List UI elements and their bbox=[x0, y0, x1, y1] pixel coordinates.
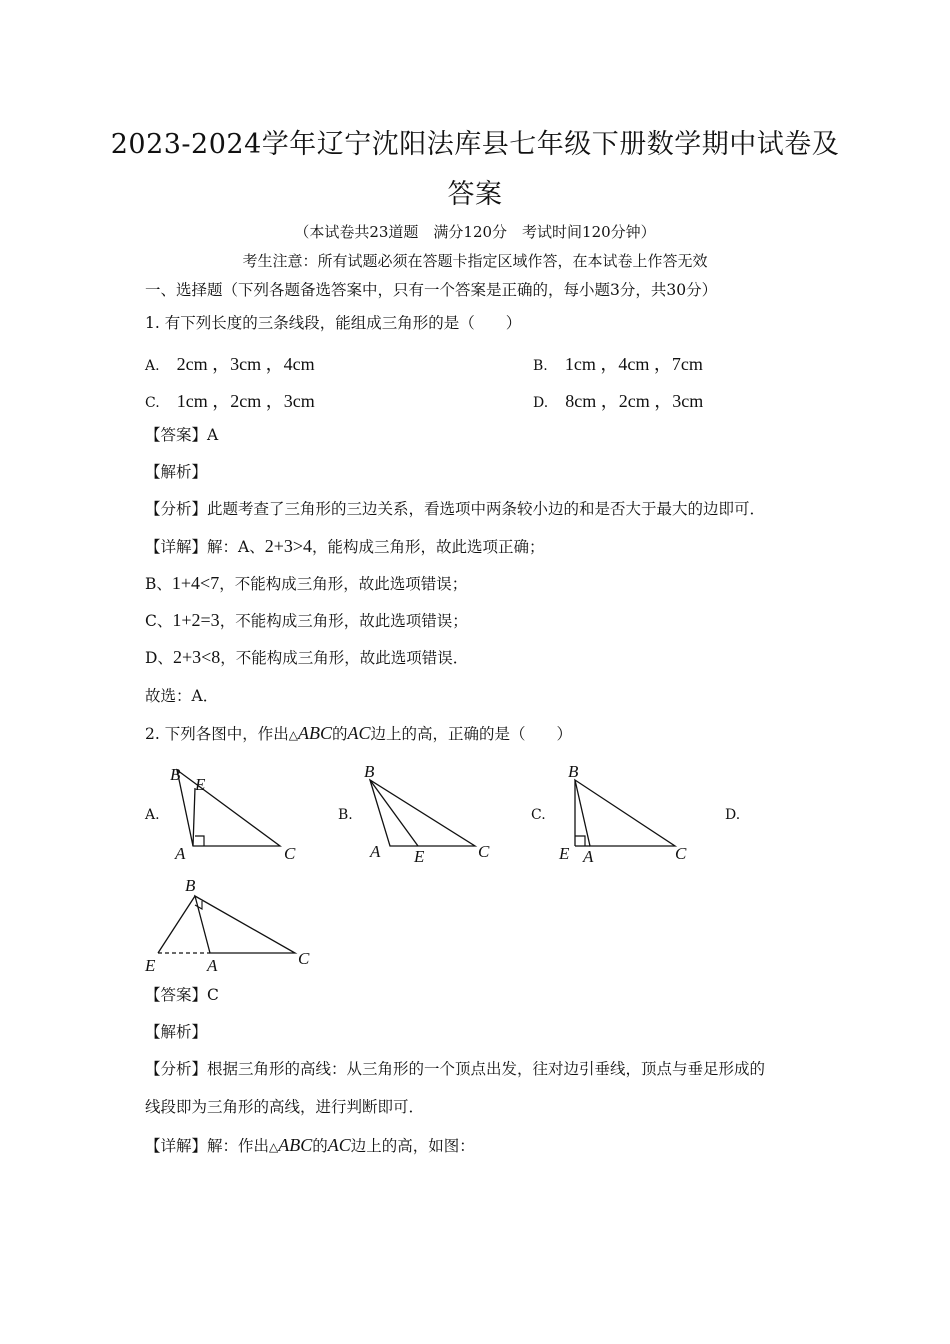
point-label-b: B bbox=[568, 762, 579, 781]
detail-rest: ，不能构成三角形，故此选项错误． bbox=[220, 649, 469, 667]
q2-option-d-label: D. bbox=[725, 807, 741, 823]
point-label-b: B bbox=[170, 765, 181, 784]
q2-stem bbox=[145, 723, 572, 745]
figure-c bbox=[555, 760, 705, 870]
q2-analysis-line2: 线段即为三角形的高线，进行判断即可． bbox=[145, 1098, 425, 1116]
q2-analysis-head: 【解析】 bbox=[145, 1023, 208, 1041]
right-angle-mark bbox=[195, 836, 204, 846]
q2-option-c-label: C. bbox=[531, 807, 546, 823]
point-label-e: E bbox=[559, 844, 570, 863]
q2-analysis-line1: 【分析】根据三角形的高线：从三角形的一个顶点出发，往对边引垂线，顶点与垂足形成的 bbox=[145, 1060, 766, 1078]
point-label-c: C bbox=[284, 844, 296, 863]
height-line bbox=[158, 896, 195, 953]
option-text: 8cm ，2cm ，3cm bbox=[565, 391, 704, 411]
point-label-e: E bbox=[414, 847, 425, 866]
option-label: B. bbox=[533, 358, 548, 374]
point-label-e: E bbox=[145, 956, 156, 975]
detail-text: 边上的高，如图： bbox=[350, 1137, 475, 1155]
triangle bbox=[575, 780, 675, 846]
q1-option-d bbox=[533, 387, 703, 413]
q2-detail bbox=[145, 1135, 475, 1157]
point-label-c: C bbox=[675, 844, 687, 863]
triangle-symbol: △ bbox=[269, 1140, 279, 1154]
option-label: C. bbox=[145, 395, 160, 411]
figure-b bbox=[360, 760, 510, 870]
exam-notice: 考生注意：所有试题必须在答题卡指定区域作答，在本试卷上作答无效 bbox=[242, 252, 708, 270]
detail-head: C、 bbox=[145, 612, 173, 630]
q1-stem: 1. 有下列长度的三条线段，能组成三角形的是（ ） bbox=[145, 314, 522, 332]
figure-a bbox=[160, 760, 310, 870]
section-heading: 一、选择题（下列各题备选答案中，只有一个答案是正确的，每小题3分，共30分） bbox=[145, 281, 718, 299]
detail-rest: ，能构成三角形，故此选项正确； bbox=[312, 538, 545, 556]
point-label-a: A bbox=[175, 844, 186, 863]
detail-text: 【详解】解：作出 bbox=[145, 1137, 270, 1155]
q1-detail-d bbox=[145, 647, 468, 668]
stem-ac: AC bbox=[347, 723, 371, 743]
figure-d bbox=[140, 874, 325, 979]
detail-text: 的 bbox=[312, 1137, 328, 1155]
q1-detail-c bbox=[145, 610, 468, 631]
option-text: 2cm ，3cm ，4cm bbox=[176, 354, 315, 374]
q1-analysis-head: 【解析】 bbox=[145, 463, 208, 481]
detail-math: 2+3>4 bbox=[264, 536, 313, 556]
option-text: 1cm ，4cm ，7cm bbox=[564, 354, 703, 374]
q1-detail-a bbox=[145, 536, 545, 557]
point-label-c: C bbox=[478, 842, 490, 861]
option-text: 1cm ，2cm ，3cm bbox=[176, 391, 315, 411]
exam-info: （本试卷共23道题 满分120分 考试时间120分钟） bbox=[294, 223, 656, 241]
triangle bbox=[195, 896, 295, 953]
stem-abc: ABC bbox=[297, 723, 332, 743]
stem-text: 2. 下列各图中，作出 bbox=[145, 725, 289, 743]
point-label-c: C bbox=[298, 949, 310, 968]
detail-abc: ABC bbox=[278, 1135, 313, 1155]
detail-head: D、 bbox=[145, 649, 173, 667]
stem-text: 的 bbox=[331, 725, 348, 743]
detail-head: B、 bbox=[145, 575, 172, 593]
height-line bbox=[193, 788, 195, 846]
detail-rest: ，不能构成三角形，故此选项错误； bbox=[219, 575, 468, 593]
point-label-a: A bbox=[583, 847, 594, 866]
point-label-e: E bbox=[195, 775, 206, 794]
q2-option-a-label: A. bbox=[145, 807, 160, 823]
detail-head: 【详解】解：A、 bbox=[145, 538, 265, 556]
triangle-symbol: △ bbox=[288, 728, 298, 742]
stem-text: 边上的高，正确的是（ ） bbox=[370, 725, 572, 743]
doc-title-line1: 2023-2024学年辽宁沈阳法库县七年级下册数学期中试卷及 bbox=[110, 129, 840, 160]
height-line bbox=[370, 780, 418, 846]
q2-option-b-label: B. bbox=[338, 807, 353, 823]
detail-math: 2+3<8 bbox=[172, 647, 221, 667]
point-label-a: A bbox=[207, 956, 218, 975]
detail-rest: ，不能构成三角形，故此选项错误； bbox=[219, 612, 468, 630]
q1-detail-b bbox=[145, 573, 467, 594]
q2-answer: 【答案】C bbox=[145, 986, 219, 1004]
point-label-b: B bbox=[364, 762, 375, 781]
q1-option-b bbox=[533, 350, 703, 376]
option-label: A. bbox=[145, 358, 160, 374]
triangle bbox=[177, 770, 280, 846]
q1-choose: 故选：A． bbox=[145, 687, 219, 705]
detail-ac: AC bbox=[327, 1135, 351, 1155]
q1-analysis: 【分析】此题考查了三角形的三边关系，看选项中两条较小边的和是否大于最大的边即可． bbox=[145, 500, 766, 518]
q1-option-c bbox=[145, 387, 315, 413]
q1-option-a bbox=[145, 350, 315, 376]
doc-title-line2: 答案 bbox=[447, 179, 503, 210]
option-label: D. bbox=[533, 395, 549, 411]
detail-math: 1+4<7 bbox=[171, 573, 220, 593]
detail-math: 1+2=3 bbox=[172, 610, 220, 630]
point-label-b: B bbox=[185, 876, 196, 895]
q1-answer: 【答案】A bbox=[145, 426, 219, 444]
triangle bbox=[370, 780, 475, 846]
right-angle-mark bbox=[575, 836, 585, 846]
point-label-a: A bbox=[370, 842, 381, 861]
